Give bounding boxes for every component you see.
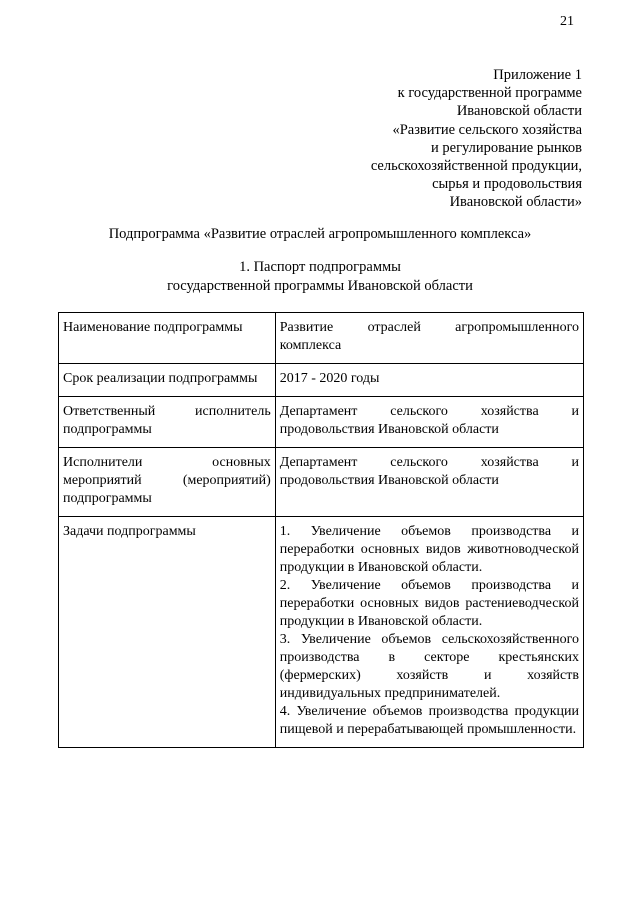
passport-table — [58, 312, 584, 748]
task-item: 4. Увеличение объемов производства продукции пищевой и перерабатывающей промышленности. — [279, 704, 579, 737]
row-value: Развитие отраслей агропромышленного комплекса — [275, 313, 583, 364]
task-item: 1. Увеличение объемов производства и переработки основных видов животноводческой продукции в Ивановской области. — [279, 524, 579, 575]
appendix-header — [302, 66, 582, 212]
row-label: Исполнители основных мероприятий (мероприятий) подпрограммы — [59, 448, 276, 517]
appendix-line: «Развитие сельского хозяйства — [392, 121, 582, 138]
row-value: 2017 - 2020 годы — [275, 364, 583, 397]
page-number: 21 — [560, 14, 574, 29]
appendix-line: сельскохозяйственной продукции, — [370, 158, 582, 175]
appendix-line: сырья и продовольствия — [432, 176, 582, 193]
appendix-line: к государственной программе — [397, 85, 582, 102]
table-row — [59, 313, 584, 364]
passport-title-line: 1. Паспорт подпрограммы — [239, 259, 401, 275]
row-label: Срок реализации подпрограммы — [59, 364, 276, 397]
appendix-line: Приложение 1 — [493, 67, 582, 83]
task-item: 2. Увеличение объемов производства и переработки основных видов растениеводческой продукции в Ивановской области. — [279, 578, 579, 629]
row-label: Наименование подпрограммы — [59, 313, 276, 364]
appendix-line: Ивановской области» — [449, 194, 582, 211]
row-label: Задачи подпрограммы — [59, 517, 276, 748]
row-value: Департамент сельского хозяйства и продовольствия Ивановской области — [275, 397, 583, 448]
passport-title — [0, 258, 640, 295]
appendix-line: Ивановской области — [456, 103, 582, 120]
subprogram-title: Подпрограмма «Развитие отраслей агропромышленного комплекса» — [108, 226, 532, 242]
table-row — [59, 364, 584, 397]
table-row — [59, 517, 584, 748]
passport-title-line: государственной программы Ивановской области — [167, 277, 473, 294]
row-value: Департамент сельского хозяйства и продовольствия Ивановской области — [275, 448, 583, 517]
table-row — [59, 448, 584, 517]
table-row — [59, 397, 584, 448]
task-item: 3. Увеличение объемов сельскохозяйственного производства в секторе крестьянских (фермерских) хозяйств и хозяйств индивидуальных предпринимателей. — [279, 632, 579, 701]
appendix-line: и регулирование рынков — [431, 139, 582, 156]
tasks-list — [275, 517, 583, 748]
row-label: Ответственный исполнитель подпрограммы — [59, 397, 276, 448]
